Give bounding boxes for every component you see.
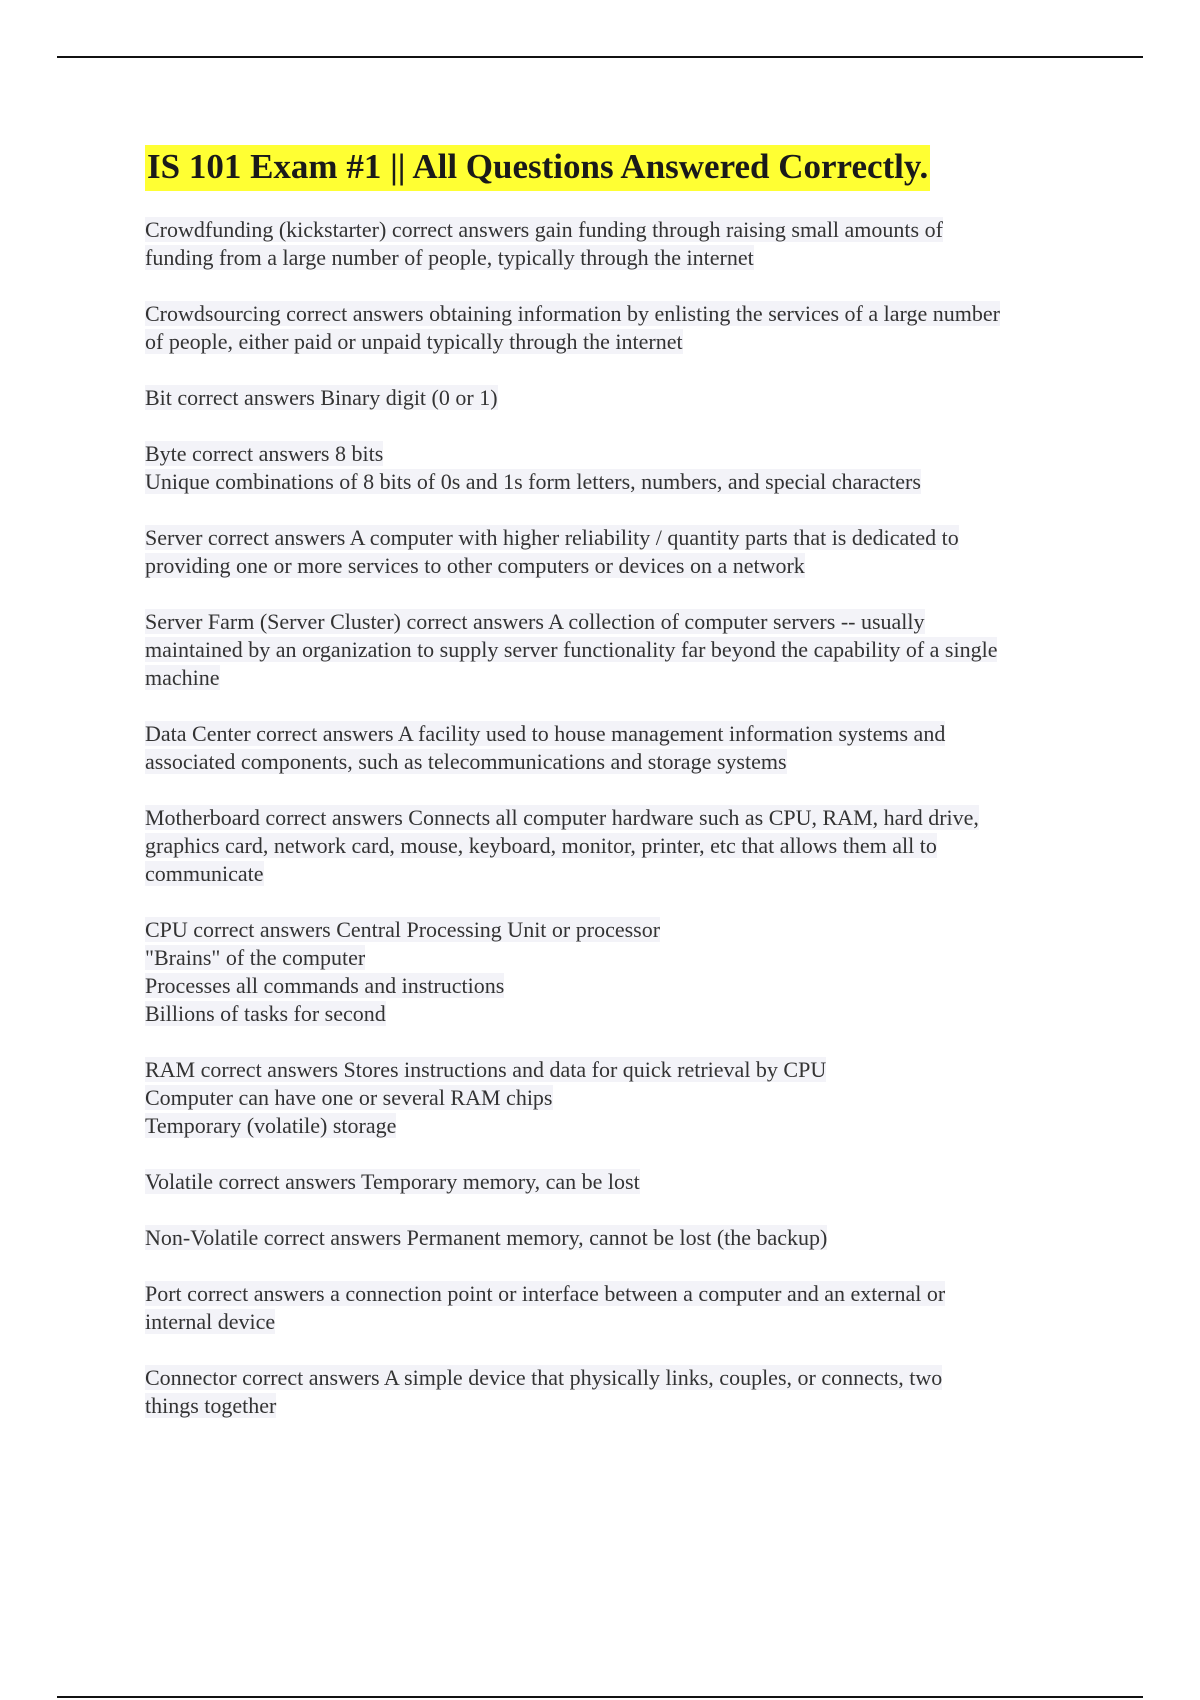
entry-non-volatile [145,1224,1095,1252]
entry-line: Crowdfunding (kickstarter) correct answers gain funding through raising small amounts of [145,217,943,242]
entry-line: Processes all commands and instructions [145,973,505,998]
entry-line: things together [145,1393,277,1418]
entry-volatile [145,1168,1095,1196]
header-rule [57,56,1143,58]
entry-line: of people, either paid or unpaid typically through the internet [145,329,683,354]
entry-server-farm [145,608,1095,692]
entry-line: Computer can have one or several RAM chips [145,1085,553,1110]
entry-line: RAM correct answers Stores instructions and data for quick retrieval by CPU [145,1057,827,1082]
entry-line: providing one or more services to other computers or devices on a network [145,553,805,578]
entry-line: Crowdsourcing correct answers obtaining information by enlisting the services of a large number [145,301,1000,326]
entry-line: communicate [145,861,264,886]
entry-line: machine [145,665,220,690]
entry-crowdsourcing [145,300,1095,356]
entry-line: Billions of tasks for second [145,1001,386,1026]
entry-bit [145,384,1095,412]
entry-byte [145,440,1095,496]
entry-line: Motherboard correct answers Connects all computer hardware such as CPU, RAM, hard drive, [145,805,979,830]
entry-line: Volatile correct answers Temporary memory, can be lost [145,1169,640,1194]
entry-line: Connector correct answers A simple device that physically links, couples, or connects, two [145,1365,943,1390]
entry-line: Port correct answers a connection point or interface between a computer and an external or [145,1281,946,1306]
entry-ram [145,1056,1095,1140]
entry-line: Server correct answers A computer with higher reliability / quantity parts that is dedicated to [145,525,959,550]
entry-line: CPU correct answers Central Processing Unit or processor [145,917,661,942]
entry-cpu [145,916,1095,1028]
entry-line: Bit correct answers Binary digit (0 or 1) [145,385,498,410]
entry-line: "Brains" of the computer [145,945,366,970]
entry-line: Byte correct answers 8 bits [145,441,384,466]
entry-line: maintained by an organization to supply server functionality far beyond the capability of a single [145,637,998,662]
entry-line: Temporary (volatile) storage [145,1113,397,1138]
entry-list [145,216,1095,1420]
entry-data-center [145,720,1095,776]
entry-line: Non-Volatile correct answers Permanent memory, cannot be lost (the backup) [145,1225,828,1250]
entry-port [145,1280,1095,1336]
entry-motherboard [145,804,1095,888]
entry-line: Server Farm (Server Cluster) correct answers A collection of computer servers -- usually [145,609,925,634]
entry-server [145,524,1095,580]
entry-line: Data Center correct answers A facility used to house management information systems and [145,721,946,746]
entry-line: graphics card, network card, mouse, keyboard, monitor, printer, etc that allows them all to [145,833,937,858]
document-title: IS 101 Exam #1 || All Questions Answered Correctly. [145,145,930,191]
entry-line: associated components, such as telecommunications and storage systems [145,749,787,774]
entry-connector [145,1364,1095,1420]
footer-rule [57,1696,1143,1698]
entry-line: internal device [145,1309,276,1334]
document-body [145,145,1095,1448]
entry-crowdfunding [145,216,1095,272]
entry-line: Unique combinations of 8 bits of 0s and 1s form letters, numbers, and special characters [145,469,921,494]
entry-line: funding from a large number of people, typically through the internet [145,245,754,270]
